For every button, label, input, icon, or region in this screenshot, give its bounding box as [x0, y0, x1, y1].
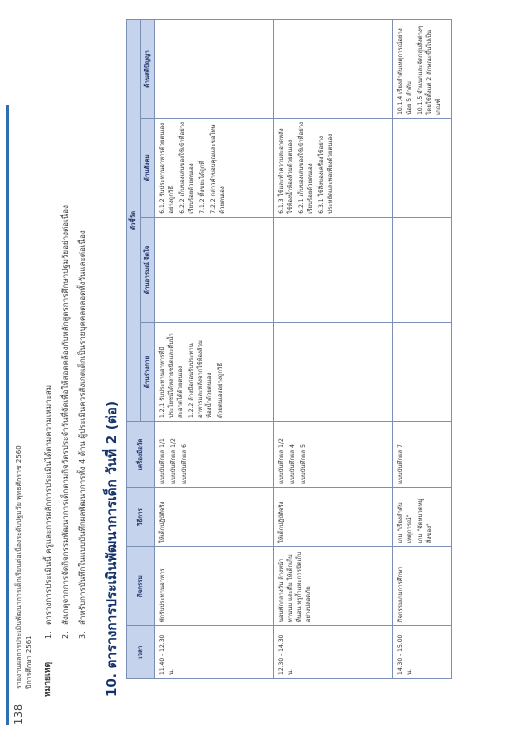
note-number: 3. — [78, 631, 87, 639]
cell-line: เกม "เรียงลำดับเหตุการณ์" — [397, 502, 414, 544]
cell-tool — [274, 422, 393, 488]
cell-line: แบบบันทึกผล 1/2 — [278, 438, 286, 484]
header-intellect: ด้านสติปัญญา — [141, 20, 155, 119]
note-text: ตารางการประเมินนี้ ครูและการผลักการประเมินได้ตามความเหมาะสม — [44, 384, 53, 625]
header-emotional: ด้านอารมณ์ จิตใจ — [141, 217, 155, 322]
cell-activity: กิจกรรมเกมการศึกษา — [393, 547, 452, 626]
page-title: 10. ตารางการประเมินพัฒนาการเด็ก วันที่ 2 (ต่อ) — [104, 400, 120, 697]
note-text: สำหรับการบันทึกในแบบบันทึกผลพัฒนาการทั้ง 4 ด้าน ผู้ประเมินควรสังเกตเด็กเป็นรายบุคคลตลอดทั้งวันและต่อเนื่อง — [78, 230, 87, 625]
table-row — [393, 20, 452, 679]
note-number: 2. — [61, 631, 70, 639]
cell-line: 7.1.2 ทิ้งขยะได้ถูกที่ — [199, 160, 206, 214]
page-number: 138 — [12, 704, 25, 725]
note-item — [40, 205, 57, 639]
cell-line: แบบบันทึกผล 5 — [300, 444, 308, 484]
cell-line: แบบบันทึกผล 6 — [181, 444, 188, 484]
cell-line: 1.2.2 ล้างมือก่อนรับประทานอาหารและหลังจากใช้ห้องส้วมห้องน้ำด้วยตนเอง — [188, 340, 213, 419]
note-number: 1. — [44, 631, 53, 639]
cell-intellect — [274, 20, 393, 119]
header-method: วิธีการ — [127, 487, 155, 546]
header-activity: กิจกรรม — [127, 547, 155, 626]
footer-text — [14, 445, 34, 689]
cell-emotional — [274, 217, 393, 322]
cell-physical — [274, 323, 393, 422]
cell-line: แบบบันทึกผล 7 — [397, 444, 405, 484]
header-tool: เครื่องมือวัด — [127, 422, 155, 488]
cell-method: ให้เด็กปฏิบัติจริง — [155, 487, 274, 546]
cell-emotional — [155, 217, 274, 322]
note-item — [74, 205, 91, 639]
cell-line: 6.2.1 เก็บของเล่นของใช้เข้าที่อย่างเรียบร้อยด้วยตนเอง — [298, 122, 315, 214]
cell-method — [393, 487, 452, 546]
cell-social — [274, 118, 393, 217]
cell-intellect — [155, 20, 274, 119]
header-time: เวลา — [127, 626, 155, 679]
cell-activity: พักรับประทานอาหาร — [155, 547, 274, 626]
header-indicators: ตัวชี้วัด — [127, 20, 141, 422]
cell-social — [393, 118, 452, 217]
assessment-table — [126, 19, 452, 679]
cell-line: ด้วยตนเองอย่างถูกวิธี — [217, 362, 224, 419]
cell-time: 12.30 - 14.30 น. — [274, 626, 393, 679]
cell-time: 11.40 - 12.30 น. — [155, 626, 274, 679]
footer-rule — [6, 105, 9, 725]
header-social: ด้านสังคม — [141, 118, 155, 217]
cell-tool — [155, 422, 274, 488]
cell-method: ให้เด็กปฏิบัติจริง — [274, 487, 393, 546]
cell-line: 6.2.2 เก็บของเล่นของใช้เข้าที่อย่างเรียบร้อยด้วยตนเอง — [179, 122, 195, 214]
note-text: สังเกตุจากการจัดกิจกรรมพัฒนาการเด็กตามกิจวัตรประจำวันที่จัดเพื่อให้สอดคล้องกับหลักสูตรการศึกษาปฐมวัยอย่างต่อเนื่อง — [61, 205, 70, 625]
cell-line: แบบบันทึกผล 1/2 — [170, 438, 177, 484]
table-body — [155, 20, 452, 679]
cell-social — [155, 118, 274, 217]
cell-line: 7.2.2 กล่าวคำขอบคุณและขอโทษด้วยตนเอง — [210, 124, 226, 214]
cell-emotional — [393, 217, 452, 322]
table-row — [274, 20, 393, 679]
cell-line: 1.2.1 รับประทานอาหารที่มีประโยชน์ได้หลายชนิดและดื่มน้ำสะอาดได้ด้วยตนเอง — [159, 333, 184, 419]
cell-line: 6.3.1 ใช้สิ่งของเครื่องใช้อย่างประหยัดและพอเพียงด้วยตนเอง — [318, 133, 335, 214]
cell-tool — [393, 422, 452, 488]
footer-line-1: รายงานผลการประเมินพัฒนาการเด็กเรียนต่อเนื่องระดับปฐมวัย พุทธศักราช 2560 — [15, 445, 23, 689]
cell-physical — [155, 323, 274, 422]
table-row — [155, 20, 274, 679]
cell-line: 6.1.3 ใช้และทำความสะอาดหลังใช้ห้องน้ำห้องส้วมด้วยตนเอง — [278, 128, 295, 214]
cell-line: เกม "จัดหมวดหมู่สิ่งของ" — [417, 498, 434, 544]
cell-activity: นอนพักกลางวัน ล้างหน้า ทานนม และดื่ม ให้เด็กเก็บที่นอน หรูก้ำแหะการปัดเก็บอย่างปลอดภัย — [274, 547, 393, 626]
table-header-row-1 — [127, 20, 141, 679]
header-physical: ด้านร่างกาย — [141, 323, 155, 422]
cell-line: 10.1.5 จำแนกและจัดกลุ่มสิ่งต่างๆ โดยใช้ตั้งแต่ 2 ลักษณะขึ้นไปเป็นเกณฑ์ — [417, 25, 443, 115]
footer-line-2: ปีการศึกษา 2561 — [25, 635, 33, 689]
cell-line: 6.1.2 รับประทานอาหารด้วยตนเองอย่างถูกวิธี — [159, 122, 175, 214]
cell-intellect — [393, 20, 452, 119]
note-item — [57, 205, 74, 639]
cell-time: 14.30 - 15.00 น. — [393, 626, 452, 679]
cell-line: 10.1.4 เรียงลำดับเหตุการณ์อย่างน้อย 5 ลำดับ — [397, 28, 414, 115]
notes-heading: หมายเหตุ — [43, 662, 53, 697]
cell-line: แบบบันทึกผล 1/1 — [159, 438, 166, 484]
cell-line: แบบบันทึกผล 4 — [289, 444, 297, 484]
notes-list — [40, 205, 91, 639]
cell-physical — [393, 323, 452, 422]
